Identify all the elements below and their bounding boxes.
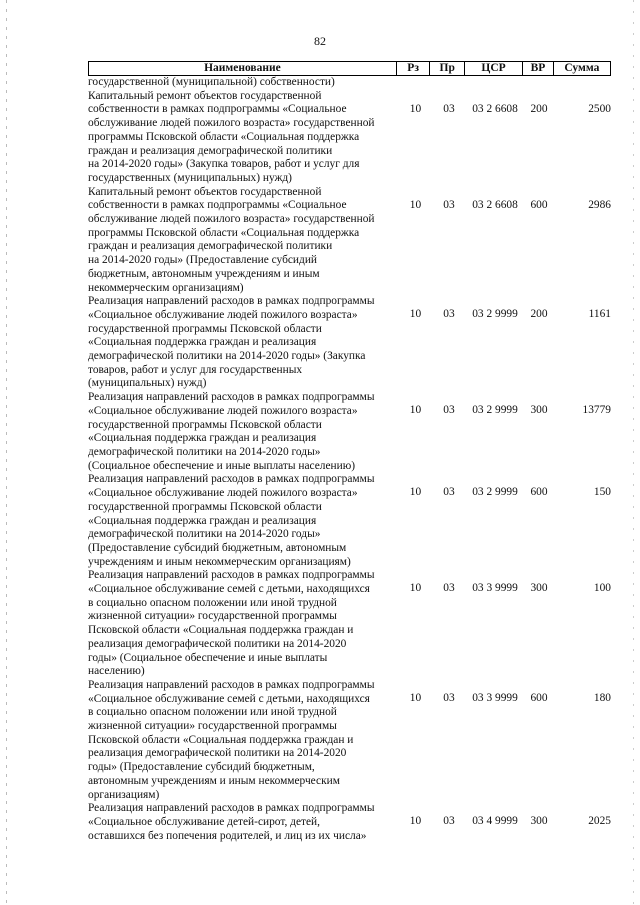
table-row [88, 90, 611, 186]
row-csr: 03 2 9999 [472, 486, 518, 499]
table-body [88, 76, 611, 843]
row-csr [466, 76, 524, 90]
scan-edge-right [633, 0, 634, 905]
row-sum: 2025 [588, 815, 611, 828]
budget-table [88, 61, 611, 843]
row-name: Реализация направлений расходов в рамках подпрограммы «Социальное обслуживание людей пожилого возраста» государственной программы Псковской области «Социальная поддержка граждан и реализация демографической политики на 2014-2020 годы» (Социальное обеспечение и иные выплаты населению) [88, 391, 375, 472]
row-csr: 03 2 6608 [472, 102, 518, 115]
row-name: Реализация направлений расходов в рамках подпрограммы «Социальное обслуживание семей с детьми, находящихся в социально опасном положении или иной трудной жизненной ситуации» государственной программы Псковской области «Социальная поддержка граждан и реализация демографической политики на 2014-2020 годы» (Предоставление субсидий бюджетным, автономным учреждениям и иным некоммерческим организациям) [88, 678, 375, 801]
header-rz: Рз [396, 62, 430, 75]
row-vr: 600 [530, 486, 548, 499]
row-sum: 2500 [588, 102, 611, 115]
row-pr: 03 [443, 198, 455, 211]
table-row [88, 76, 611, 90]
row-rz: 10 [409, 404, 422, 417]
row-name: Капитальный ремонт объектов государственной собственности в рамках подпрограммы «Социальное обслуживание людей пожилого возраста» государственной программы Псковской области «Социальная поддержка граждан и реализация демографической политики на 2014-2020 годы» (Предоставление субсидий бюджетным, автономным учреждениям и иным некоммерческим организациям) [88, 185, 375, 294]
row-name: Реализация направлений расходов в рамках подпрограммы «Социальное обслуживание людей пожилого возраста» государственной программы Псковской области «Социальная поддержка граждан и реализация демографической политики на 2014-2020 годы» (Предоставление субсидий бюджетным, автономным учреждениям и иным некоммерческим организациям) [88, 473, 375, 568]
table-row [88, 473, 611, 569]
row-pr: 03 [443, 691, 455, 704]
row-vr: 300 [530, 404, 548, 417]
row-rz: 10 [409, 102, 422, 115]
table-row [88, 569, 611, 679]
row-rz: 10 [409, 691, 422, 704]
table-row [88, 679, 611, 802]
row-name: Капитальный ремонт объектов государственной собственности в рамках подпрограммы «Социальное обслуживание людей пожилого возраста» государственной программы Псковской области «Социальная поддержка граждан и реализация демографической политики на 2014-2020 годы» (Закупка товаров, работ и услуг для государственных (муниципальных) нужд) [88, 89, 375, 184]
header-pr: Пр [429, 62, 464, 75]
page-number: 82 [314, 34, 326, 48]
row-vr: 600 [530, 691, 548, 704]
row-rz [399, 76, 432, 90]
table-row [88, 186, 611, 296]
row-pr: 03 [443, 582, 455, 595]
row-rz: 10 [409, 198, 422, 211]
row-csr: 03 2 9999 [472, 308, 518, 321]
row-vr: 300 [530, 582, 548, 595]
row-csr: 03 2 9999 [472, 404, 518, 417]
row-sum: 1161 [588, 308, 611, 321]
row-rz: 10 [409, 815, 422, 828]
row-name: Реализация направлений расходов в рамках подпрограммы «Социальное обслуживание детей-сирот, детей, оставшихся без попечения родителей, и лиц из их числа» [88, 802, 375, 842]
row-sum: 150 [593, 486, 611, 499]
row-sum: 100 [593, 582, 611, 595]
header-vr: ВР [522, 62, 553, 75]
row-rz: 10 [409, 582, 422, 595]
row-name: Реализация направлений расходов в рамках подпрограммы «Социальное обслуживание семей с детьми, находящихся в социально опасном положении или иной трудной жизненной ситуации» государственной программы Псковской области «Социальная поддержка граждан и реализация демографической политики на 2014-2020 годы» (Социальное обеспечение и иные выплаты населению) [88, 569, 375, 678]
row-csr: 03 3 9999 [472, 582, 518, 595]
header-sum: Сумма [553, 62, 610, 75]
row-sum: 2986 [588, 198, 611, 211]
row-pr [432, 76, 466, 90]
row-vr: 300 [530, 815, 548, 828]
row-sum [554, 76, 611, 90]
table-row [88, 391, 611, 473]
row-vr: 200 [530, 102, 548, 115]
row-pr: 03 [443, 815, 455, 828]
row-pr: 03 [443, 404, 455, 417]
table-row [88, 295, 611, 391]
row-name: Реализация направлений расходов в рамках подпрограммы «Социальное обслуживание людей пожилого возраста» государственной программы Псковской области «Социальная поддержка граждан и реализация демографической политики на 2014-2020 годы» (Закупка товаров, работ и услуг для государственных (муниципальных) нужд) [88, 295, 375, 390]
row-csr: 03 2 6608 [472, 198, 518, 211]
header-name: Наименование [204, 62, 281, 74]
row-pr: 03 [443, 102, 455, 115]
row-rz: 10 [409, 486, 422, 499]
table-header [88, 61, 611, 76]
row-sum: 13779 [582, 404, 611, 417]
row-pr: 03 [443, 308, 455, 321]
row-csr: 03 3 9999 [472, 691, 518, 704]
row-pr: 03 [443, 486, 455, 499]
scan-edge-left [6, 0, 7, 905]
row-vr: 600 [530, 198, 548, 211]
header-csr: ЦСР [464, 62, 522, 75]
row-csr: 03 4 9999 [472, 815, 518, 828]
row-vr [524, 76, 554, 90]
row-rz: 10 [409, 308, 422, 321]
table-row [88, 802, 611, 843]
row-vr: 200 [530, 308, 548, 321]
row-sum: 180 [593, 691, 611, 704]
row-name: государственной (муниципальной) собственности) [88, 76, 335, 88]
